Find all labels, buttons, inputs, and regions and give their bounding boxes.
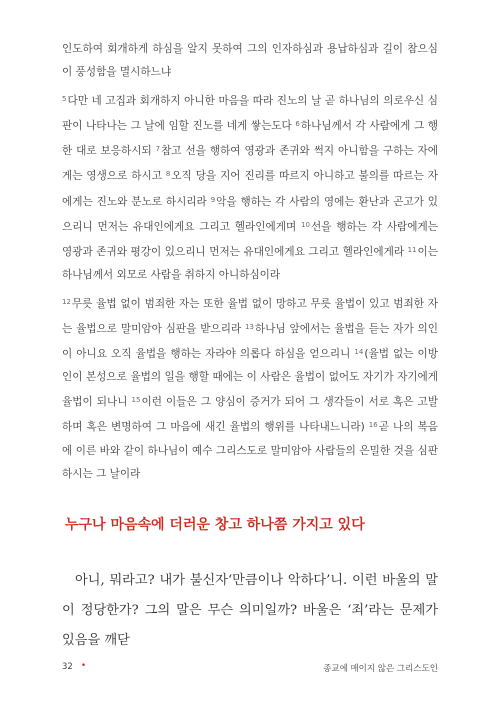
verse-text: 선을 행하는 각 사람에게는 영광과 존귀와 평강이 있으리니 먼저는 유대인에게요 그리고 헬라인에게라 [62,220,438,258]
verse-number: 14 [354,348,364,357]
page-number: 32 [62,662,73,672]
verse-number: 12 [62,297,71,306]
verse-number: 7 [155,145,161,154]
verse-text: 이런 이들은 그 양심이 증거가 되어 그 생각들이 서로 혹은 고발하며 혹은 변명하여 그 마음에 새긴 율법의 행위를 나타내느니라) [62,396,438,434]
verse-number: 6 [295,120,300,129]
section-heading: 누구나 마음속에 더러운 창고 하나쯤 가지고 있다 [65,517,365,533]
verse-number: 11 [407,245,417,254]
verse-text: 무릇 율법 없이 범죄한 자는 또한 율법 없이 망하고 무릇 율법이 있고 범죄한 자는 율법으로 말미암아 심판을 받으리라 [62,297,438,336]
verse-text: 곧 나의 복음에 이른 바와 같이 하나님이 예수 그리스도로 말미암아 사람들의 은밀한 것을 심판하시는 그 날이라 [62,421,438,480]
verse-text: 오직 당을 지어 진리를 따르지 아니하고 불의를 따르는 자에게는 진노와 분노로 하시리라 [62,170,438,208]
verse-text: 다만 네 고집과 회개하지 아니한 마음을 따라 진노의 날 곧 하나님의 의로우신 심판이 나타나는 그 날에 임할 진노를 네게 쌓는도다 [62,95,438,133]
scripture-paragraph [62,88,438,287]
verse-number: 13 [245,323,254,332]
verse-text: 인도하여 회개하게 하심을 알지 못하여 그의 인자하심과 용납하심과 길이 참으심이 풍성함을 멸시하느냐 [62,43,438,79]
verse-text: 악을 행하는 각 사람의 영에는 환난과 곤고가 있으리니 먼저는 유대인에게요 그리고 헬라인에게며 [62,195,438,233]
verse-number: 16 [368,421,378,430]
page-footer [62,662,438,676]
verse-text: 이는 하나님께서 외모로 사람을 취하지 아니하심이라 [62,245,438,281]
verse-number: 15 [131,396,141,405]
running-book-title: 종교에 매이지 않은 그리스도인 [323,664,438,674]
body-paragraph: 아니, 뭐라고? 내가 불신자‘만큼이나 악하다’니. 이런 바울의 말이 정당한가? 그의 말은 무슨 의미일까? 바울은 ‘죄’라는 문제가 있음을 깨닫 [62,573,438,648]
verse-number: 5 [62,95,67,104]
scripture-paragraph [62,38,438,84]
verse-text: 하나님께서 각 사람에게 그 행한 대로 보응하시되 [62,120,438,158]
verse-number: 9 [210,195,216,204]
scripture-passage [62,38,438,486]
scripture-paragraph [62,291,438,486]
page-marker-dot: • [81,661,87,671]
verse-text: 참고 선을 행하여 영광과 존귀와 썩지 아니함을 구하는 자에게는 영생으로 하시고 [62,145,438,183]
verse-text: (율법 없는 이방인이 본성으로 율법의 일을 행할 때에는 이 사람은 율법이 없어도 자기가 자기에게 율법이 되나니 [62,348,438,409]
verse-number: 10 [301,220,310,229]
verse-text: 하나님 앞에서는 율법을 듣는 자가 의인이 아니요 오직 율법을 행하는 자라야 의롭다 하심을 얻으리니 [62,323,439,361]
verse-number: 8 [165,170,171,179]
